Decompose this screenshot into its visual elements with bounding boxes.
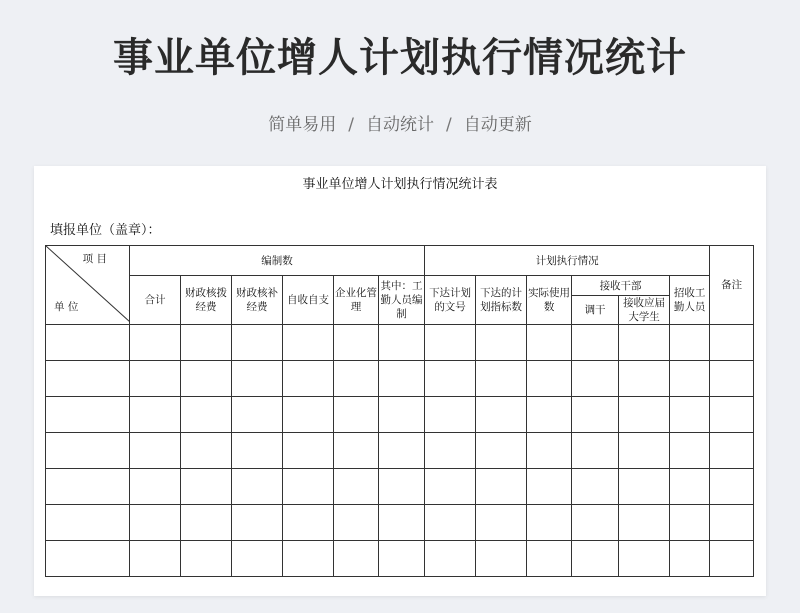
table-cell[interactable] <box>710 505 754 541</box>
table-cell[interactable] <box>283 469 334 505</box>
table-cell[interactable] <box>527 505 572 541</box>
col-enterprise: 企业化管理 <box>334 276 379 325</box>
table-cell[interactable] <box>46 361 130 397</box>
col-worker-staffing: 其中：工勤人员编制 <box>379 276 425 325</box>
table-cell[interactable] <box>46 469 130 505</box>
table-cell[interactable] <box>46 433 130 469</box>
table-cell[interactable] <box>232 325 283 361</box>
table-cell[interactable] <box>334 541 379 577</box>
table-cell[interactable] <box>46 541 130 577</box>
table-cell[interactable] <box>379 433 425 469</box>
table-cell[interactable] <box>283 433 334 469</box>
table-cell[interactable] <box>527 361 572 397</box>
table-cell[interactable] <box>670 361 710 397</box>
table-cell[interactable] <box>181 469 232 505</box>
col-plan-doc: 下达计划的文号 <box>425 276 476 325</box>
table-cell[interactable] <box>334 397 379 433</box>
table-cell[interactable] <box>232 433 283 469</box>
corner-cell <box>46 246 130 325</box>
table-cell[interactable] <box>619 541 670 577</box>
table-cell[interactable] <box>670 541 710 577</box>
table-cell[interactable] <box>670 397 710 433</box>
table-cell[interactable] <box>46 397 130 433</box>
table-cell[interactable] <box>425 469 476 505</box>
table-cell[interactable] <box>130 469 181 505</box>
table-row <box>46 469 754 505</box>
col-graduates: 接收应届大学生 <box>619 296 670 325</box>
table-cell[interactable] <box>130 433 181 469</box>
table-cell[interactable] <box>283 361 334 397</box>
table-cell[interactable] <box>572 361 619 397</box>
table-cell[interactable] <box>425 505 476 541</box>
subgroup-receive-cadres: 接收干部 <box>572 276 670 296</box>
table-cell[interactable] <box>334 469 379 505</box>
table-cell[interactable] <box>476 541 527 577</box>
table-body <box>46 325 754 577</box>
header-row-1 <box>46 246 754 276</box>
table-cell[interactable] <box>379 361 425 397</box>
table-cell[interactable] <box>232 469 283 505</box>
table-cell[interactable] <box>710 469 754 505</box>
table-cell[interactable] <box>619 505 670 541</box>
col-fiscal-subsidy: 财政核补经费 <box>232 276 283 325</box>
table-cell[interactable] <box>232 361 283 397</box>
table-cell[interactable] <box>283 397 334 433</box>
table-row <box>46 505 754 541</box>
table-cell[interactable] <box>572 469 619 505</box>
table-cell[interactable] <box>572 325 619 361</box>
table-row <box>46 397 754 433</box>
table-cell[interactable] <box>670 505 710 541</box>
table-cell[interactable] <box>670 433 710 469</box>
table-cell[interactable] <box>619 361 670 397</box>
table-cell[interactable] <box>232 541 283 577</box>
table-cell[interactable] <box>527 433 572 469</box>
table-cell[interactable] <box>710 541 754 577</box>
header-row-2 <box>46 276 754 296</box>
feature-easy: 简单易用 <box>268 115 337 135</box>
table-cell[interactable] <box>476 433 527 469</box>
table-cell[interactable] <box>181 505 232 541</box>
table-cell[interactable] <box>476 325 527 361</box>
table-cell[interactable] <box>181 325 232 361</box>
table-cell[interactable] <box>181 541 232 577</box>
col-plan-quota: 下达的计划指标数 <box>476 276 527 325</box>
table-cell[interactable] <box>476 361 527 397</box>
table-cell[interactable] <box>334 433 379 469</box>
table-cell[interactable] <box>425 541 476 577</box>
feature-auto-stats: 自动统计 <box>366 115 434 135</box>
table-cell[interactable] <box>619 433 670 469</box>
table-cell[interactable] <box>572 433 619 469</box>
fill-unit-label: 填报单位（盖章）： <box>50 223 161 238</box>
table-cell[interactable] <box>476 469 527 505</box>
col-recruit-workers: 招收工勤人员 <box>670 276 710 325</box>
table-cell[interactable] <box>476 397 527 433</box>
table-cell[interactable] <box>425 433 476 469</box>
table-cell[interactable] <box>710 397 754 433</box>
table-cell[interactable] <box>619 397 670 433</box>
table-cell[interactable] <box>670 469 710 505</box>
col-total: 合计 <box>130 276 181 325</box>
table-cell[interactable] <box>379 541 425 577</box>
table-cell[interactable] <box>710 325 754 361</box>
table-row <box>46 541 754 577</box>
table-cell[interactable] <box>130 397 181 433</box>
col-self-funded: 自收自支 <box>283 276 334 325</box>
table-cell[interactable] <box>232 397 283 433</box>
col-actual-used: 实际使用数 <box>527 276 572 325</box>
table-cell[interactable] <box>476 505 527 541</box>
table-cell[interactable] <box>425 325 476 361</box>
table-cell[interactable] <box>670 325 710 361</box>
table-cell[interactable] <box>130 541 181 577</box>
table-cell[interactable] <box>572 397 619 433</box>
table-cell[interactable] <box>527 541 572 577</box>
table-cell[interactable] <box>572 505 619 541</box>
corner-label-unit: 单 位 <box>54 301 79 313</box>
statistics-table <box>45 245 754 577</box>
table-cell[interactable] <box>334 325 379 361</box>
table-cell[interactable] <box>379 469 425 505</box>
table-cell[interactable] <box>379 325 425 361</box>
table-cell[interactable] <box>181 397 232 433</box>
table-cell[interactable] <box>283 541 334 577</box>
table-cell[interactable] <box>572 541 619 577</box>
table-row <box>46 361 754 397</box>
table-cell[interactable] <box>619 325 670 361</box>
table-cell[interactable] <box>283 505 334 541</box>
table-cell[interactable] <box>619 469 670 505</box>
group-plan: 计划执行情况 <box>425 246 710 276</box>
corner-label-item: 项 目 <box>82 253 107 265</box>
form-title: 事业单位增人计划执行情况统计表 <box>302 177 498 192</box>
feature-auto-update: 自动更新 <box>463 115 532 135</box>
table-cell[interactable] <box>425 397 476 433</box>
table-cell[interactable] <box>334 505 379 541</box>
table-cell[interactable] <box>379 505 425 541</box>
form-sheet <box>34 166 766 596</box>
table-cell[interactable] <box>527 469 572 505</box>
table-cell[interactable] <box>46 325 130 361</box>
table-row <box>46 433 754 469</box>
table-cell[interactable] <box>130 505 181 541</box>
table-cell[interactable] <box>527 325 572 361</box>
table-cell[interactable] <box>181 361 232 397</box>
table-cell[interactable] <box>710 433 754 469</box>
col-fiscal-full: 财政核拨经费 <box>181 276 232 325</box>
table-cell[interactable] <box>527 397 572 433</box>
feature-tagline <box>0 113 800 137</box>
table-cell[interactable] <box>181 433 232 469</box>
table-cell[interactable] <box>283 325 334 361</box>
table-cell[interactable] <box>130 325 181 361</box>
table-cell[interactable] <box>710 361 754 397</box>
col-remarks: 备注 <box>710 246 754 325</box>
table-cell[interactable] <box>232 505 283 541</box>
table-row <box>46 325 754 361</box>
table-cell[interactable] <box>379 397 425 433</box>
separator: / <box>446 115 452 135</box>
col-transfer: 调干 <box>572 296 619 325</box>
table-cell[interactable] <box>130 361 181 397</box>
table-cell[interactable] <box>46 505 130 541</box>
table-cell[interactable] <box>425 361 476 397</box>
separator: / <box>348 115 354 135</box>
table-cell[interactable] <box>334 361 379 397</box>
page-title: 事业单位增人计划执行情况统计 <box>113 35 687 81</box>
group-staffing: 编制数 <box>130 246 425 276</box>
